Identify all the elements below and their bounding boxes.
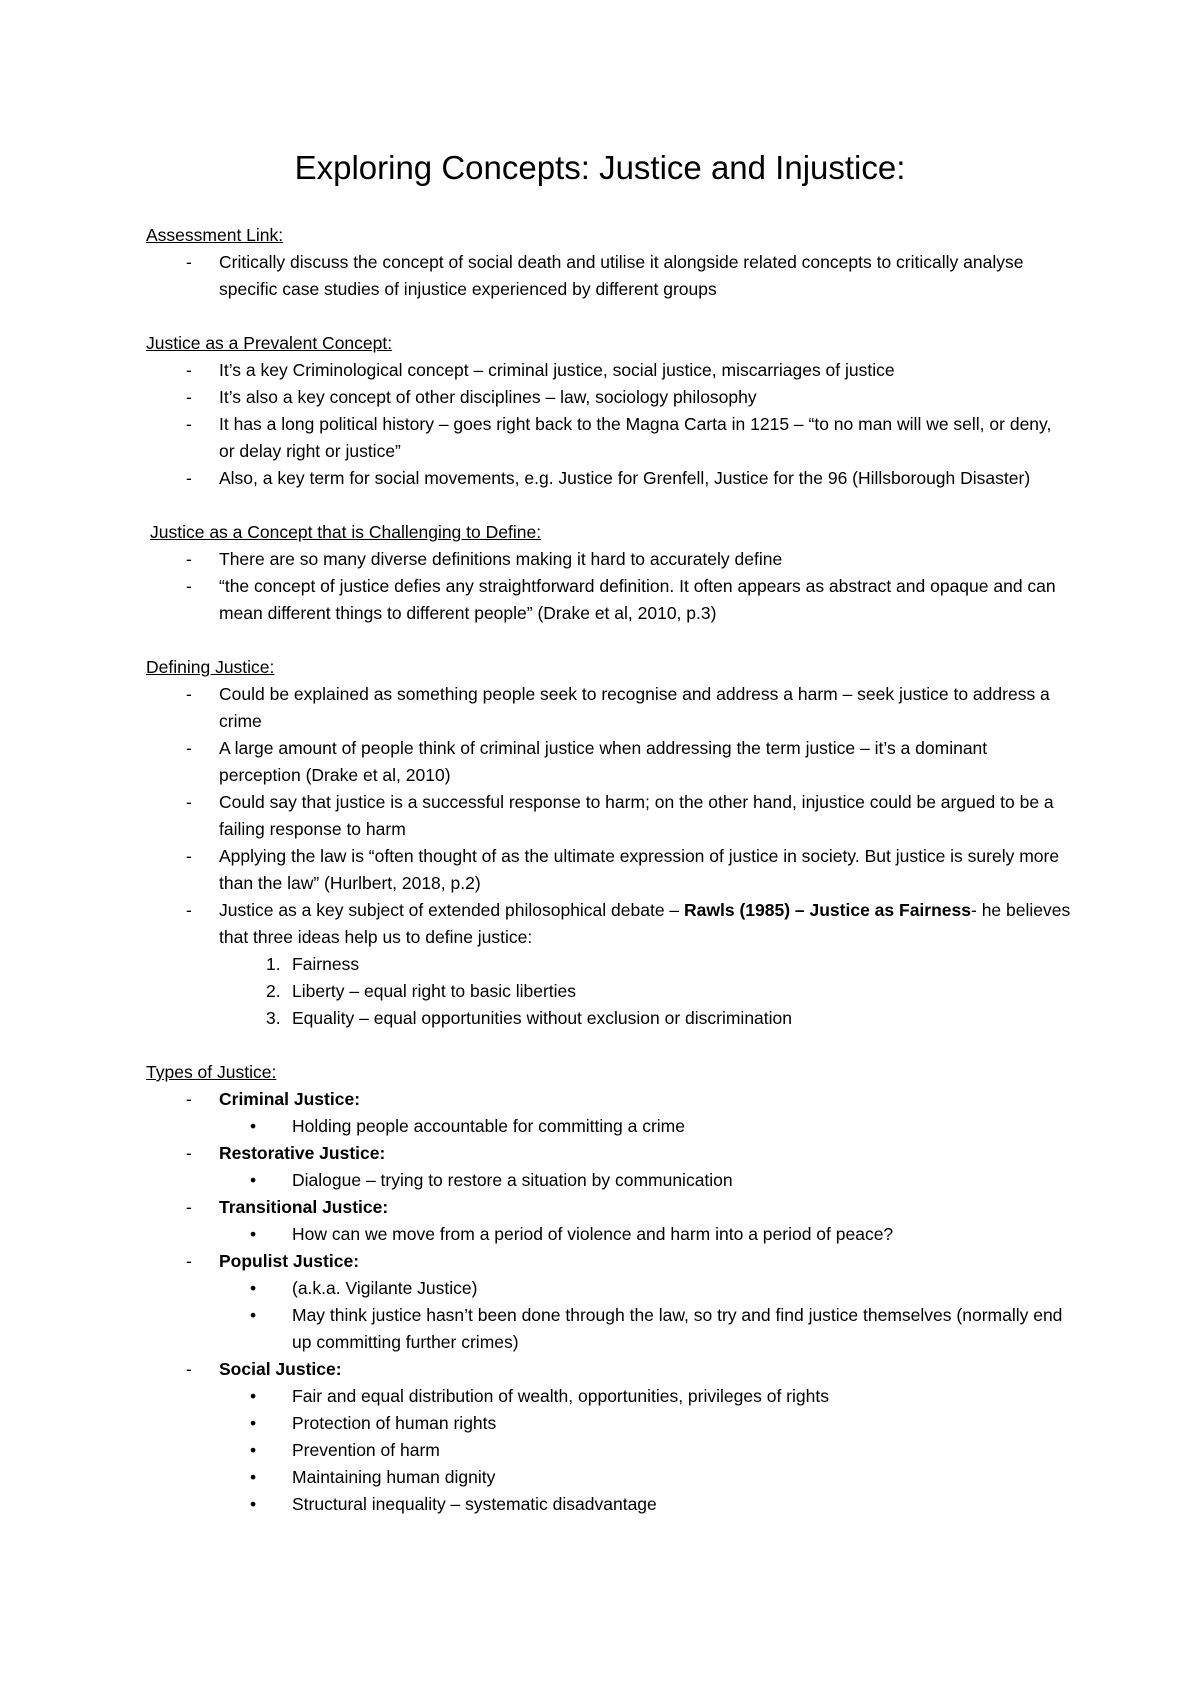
dash-marker: - — [186, 738, 192, 758]
dash-marker: - — [186, 1251, 192, 1271]
bullet-marker: • — [250, 1170, 257, 1190]
dash-marker: - — [186, 846, 192, 866]
bullet-item-text: Fair and equal distribution of wealth, opportunities, privileges of rights — [292, 1386, 829, 1406]
list-item — [146, 411, 1071, 465]
bullet-item — [146, 1437, 1071, 1464]
dash-marker: - — [186, 414, 192, 434]
bullet-marker: • — [250, 1278, 257, 1298]
list-item-text: Could say that justice is a successful response to harm; on the other hand, injustice could be argued to be a failing response to harm — [219, 792, 1054, 839]
bullet-marker: • — [250, 1116, 257, 1136]
section-assessment-link — [146, 222, 1071, 303]
section-heading: Justice as a Prevalent Concept: — [146, 333, 393, 353]
section-heading: Justice as a Concept that is Challenging to Define: — [150, 522, 542, 542]
list-item — [146, 843, 1071, 897]
numbered-item — [146, 951, 1071, 978]
list-item — [146, 1356, 1071, 1383]
list-item — [146, 357, 1071, 384]
list-item — [146, 384, 1071, 411]
bullet-marker: • — [250, 1494, 257, 1514]
dash-marker: - — [186, 792, 192, 812]
dash-marker: - — [186, 1089, 192, 1109]
list-item — [146, 789, 1071, 843]
list-item — [146, 1086, 1071, 1113]
numbered-item-text: Liberty – equal right to basic liberties — [292, 981, 577, 1001]
bullet-item-text: Holding people accountable for committing a crime — [292, 1116, 685, 1136]
bullet-marker: • — [250, 1386, 257, 1406]
bullet-item-text: (a.k.a. Vigilante Justice) — [292, 1278, 478, 1298]
document-body — [146, 222, 1071, 1545]
justice-type-label: Populist Justice: — [219, 1251, 360, 1271]
list-item-text: It’s also a key concept of other disciplines – law, sociology philosophy — [219, 387, 757, 407]
list-item — [146, 1194, 1071, 1221]
bullet-marker: • — [250, 1467, 257, 1487]
bullet-item — [146, 1491, 1071, 1518]
list-item-text-plain: Justice as a key subject of extended philosophical debate – — [219, 900, 685, 920]
dash-marker: - — [186, 387, 192, 407]
dash-marker: - — [186, 900, 192, 920]
bullet-item-text: Dialogue – trying to restore a situation by communication — [292, 1170, 733, 1190]
bullet-marker: • — [250, 1305, 257, 1325]
bullet-marker: • — [250, 1413, 257, 1433]
dash-marker: - — [186, 576, 192, 596]
list-item — [146, 897, 1071, 951]
page-title: Exploring Concepts: Justice and Injustice: — [294, 149, 906, 186]
list-item-text: It’s a key Criminological concept – criminal justice, social justice, miscarriages of justice — [219, 360, 895, 380]
section-types-of-justice — [146, 1059, 1071, 1518]
list-item-text: Applying the law is “often thought of as the ultimate expression of justice in society. But justice is surely more than the law” (Hurlbert, 2018, p.2) — [219, 846, 1060, 893]
dash-marker: - — [186, 684, 192, 704]
list-item-text: A large amount of people think of criminal justice when addressing the term justice – it’s a dominant perception (Drake et al, 2010) — [219, 738, 988, 785]
list-item — [146, 465, 1071, 492]
dash-marker: - — [186, 1143, 192, 1163]
dash-marker: - — [186, 549, 192, 569]
list-item-text-bold: Rawls (1985) – Justice as Fairness — [684, 900, 971, 920]
list-item — [146, 735, 1071, 789]
dash-marker: - — [186, 1197, 192, 1217]
list-item-text — [219, 900, 1070, 947]
list-item — [146, 681, 1071, 735]
dash-marker: - — [186, 1359, 192, 1379]
section-defining-justice — [146, 654, 1071, 1032]
list-item-text: Could be explained as something people seek to recognise and address a harm – seek justice to address a crime — [219, 684, 1050, 731]
dash-marker: - — [186, 360, 192, 380]
bullet-marker: • — [250, 1440, 257, 1460]
bullet-item — [146, 1275, 1071, 1302]
list-item — [146, 546, 1071, 573]
bullet-marker: • — [250, 1224, 257, 1244]
numbered-item — [146, 978, 1071, 1005]
list-item-text: It has a long political history – goes right back to the Magna Carta in 1215 – “to no man will we sell, or deny, or delay right or justice” — [219, 414, 1052, 461]
section-heading: Assessment Link: — [146, 225, 284, 245]
section-prevalent-concept — [146, 330, 1071, 492]
bullet-item — [146, 1221, 1071, 1248]
section-heading: Types of Justice: — [146, 1062, 277, 1082]
bullet-item-text: Structural inequality – systematic disadvantage — [292, 1494, 657, 1514]
section-challenging-to-define — [146, 519, 1071, 627]
numbered-item-text: Equality – equal opportunities without exclusion or discrimination — [292, 1008, 792, 1028]
bullet-item — [146, 1464, 1071, 1491]
numbered-item-text: Fairness — [292, 954, 360, 974]
list-item-text: Also, a key term for social movements, e.g. Justice for Grenfell, Justice for the 96 (Hillsborough Disaster) — [219, 468, 1031, 488]
justice-type-label: Social Justice: — [219, 1359, 342, 1379]
numbered-item — [146, 1005, 1071, 1032]
bullet-item — [146, 1302, 1071, 1356]
list-item-text: Critically discuss the concept of social death and utilise it alongside related concepts to critically analyse specific case studies of injustice experienced by different groups — [219, 252, 1024, 299]
justice-type-label: Criminal Justice: — [219, 1089, 361, 1109]
list-item — [146, 1140, 1071, 1167]
number-marker: 1. — [266, 954, 281, 974]
bullet-item — [146, 1167, 1071, 1194]
dash-marker: - — [186, 468, 192, 488]
list-item-text-plain: - he believes that three ideas help us to define justice: — [219, 900, 1071, 947]
bullet-item-text: May think justice hasn’t been done through the law, so try and find justice themselves (normally end up committing further crimes) — [292, 1305, 1063, 1352]
list-item — [146, 249, 1071, 303]
bullet-item — [146, 1113, 1071, 1140]
list-item — [146, 1248, 1071, 1275]
list-item-text: “the concept of justice defies any straightforward definition. It often appears as abstract and opaque and can mean different things to different people” (Drake et al, 2010, p.3) — [219, 576, 1056, 623]
bullet-item-text: Prevention of harm — [292, 1440, 440, 1460]
justice-type-label: Restorative Justice: — [219, 1143, 386, 1163]
section-heading: Defining Justice: — [146, 657, 275, 677]
justice-type-label: Transitional Justice: — [219, 1197, 389, 1217]
bullet-item — [146, 1410, 1071, 1437]
number-marker: 3. — [266, 1008, 281, 1028]
list-item — [146, 573, 1071, 627]
number-marker: 2. — [266, 981, 281, 1001]
bullet-item-text: Protection of human rights — [292, 1413, 497, 1433]
list-item-text: There are so many diverse definitions making it hard to accurately define — [219, 549, 783, 569]
bullet-item-text: How can we move from a period of violence and harm into a period of peace? — [292, 1224, 894, 1244]
bullet-item — [146, 1383, 1071, 1410]
dash-marker: - — [186, 252, 192, 272]
bullet-item-text: Maintaining human dignity — [292, 1467, 496, 1487]
